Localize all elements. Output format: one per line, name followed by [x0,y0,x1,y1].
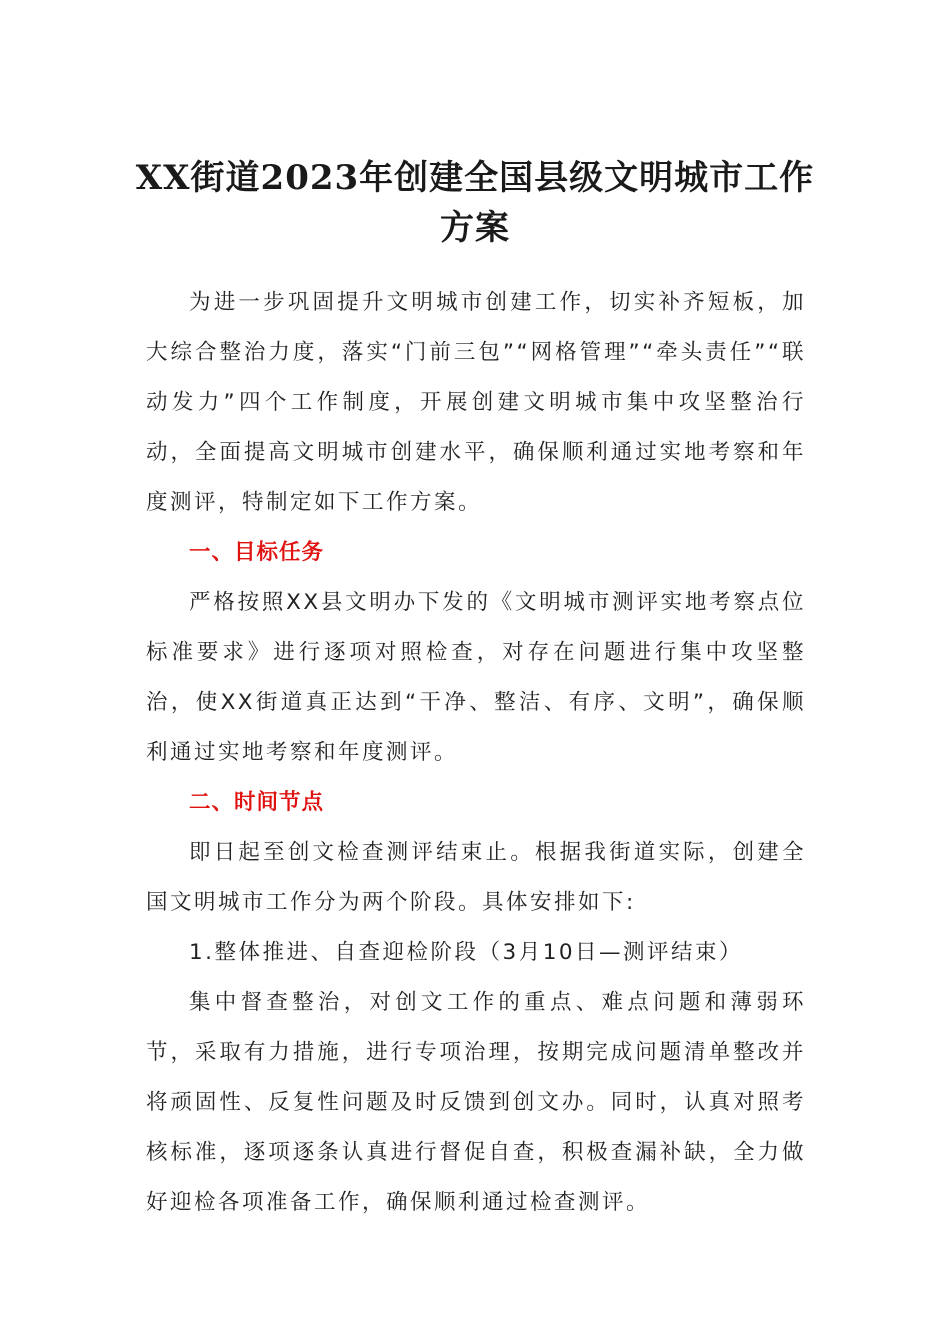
document-body [146,278,806,1228]
section-heading-timeline: 二、时间节点 [189,790,325,815]
goals-paragraph: 严格按照XX县文明办下发的《文明城市测评实地考察点位标准要求》进行逐项对照检查，对存在问题进行集中攻坚整治，使XX街道真正达到“干净、整洁、有序、文明”，确保顺利通过实地考察和年度测评。 [146,590,806,765]
document-title: XX街道2023年创建全国县级文明城市工作 [135,158,815,198]
phase1-paragraph: 集中督查整治，对创文工作的重点、难点问题和薄弱环节，采取有力措施，进行专项治理，按期完成问题清单整改并将顽固性、反复性问题及时反馈到创文办。同时，认真对照考核标准，逐项逐条认真进行督促自查，积极查漏补缺，全力做好迎检各项准备工作，确保顺利通过检查测评。 [146,990,806,1215]
section-heading-goals: 一、目标任务 [189,540,325,565]
timeline-paragraph: 即日起至创文检查测评结束止。根据我街道实际，创建全国文明城市工作分为两个阶段。具体安排如下: [146,840,806,915]
document-title-continued: 方案 [440,208,510,248]
phase1-heading: 1.整体推进、自查迎检阶段（3月10日—测评结束） [189,940,744,965]
intro-paragraph: 为进一步巩固提升文明城市创建工作，切实补齐短板，加大综合整治力度，落实“门前三包”“网格管理”“牵头责任”“联动发力”四个工作制度，开展创建文明城市集中攻坚整治行动，全面提高文明城市创建水平，确保顺利通过实地考察和年度测评，特制定如下工作方案。 [146,290,806,515]
